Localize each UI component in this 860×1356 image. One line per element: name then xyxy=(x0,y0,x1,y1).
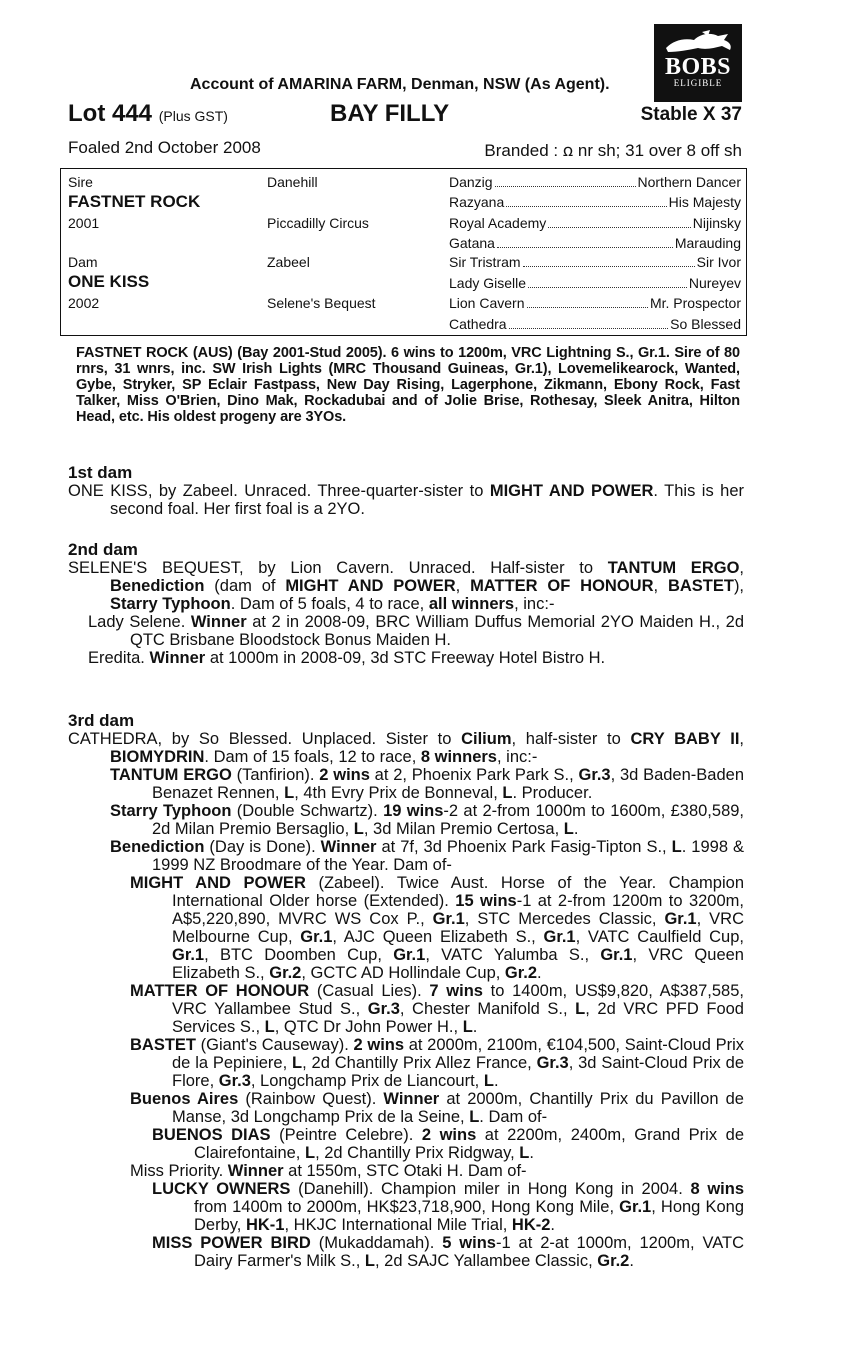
vendor-account: Account of AMARINA FARM, Denman, NSW (As Agent). xyxy=(190,76,610,93)
first-dam-section xyxy=(68,464,744,518)
pedigree-entry: Buenos Aires (Rainbow Quest). Winner at 2000m, Chantilly Prix du Pavillon de Manse, 3d Longchamp Prix de la Seine, L. Dam of- xyxy=(130,1090,744,1126)
pedigree-entry: MISS POWER BIRD (Mukaddamah). 5 wins-1 at 2-at 1000m, 1200m, VATC Dairy Farmer's Milk S., L, 2d SAJC Yallambee Classic, Gr.2. xyxy=(152,1234,744,1270)
dam-sire: Zabeel xyxy=(267,254,310,270)
pedigree-entry: MIGHT AND POWER (Zabeel). Twice Aust. Horse of the Year. Champion International Older horse (Extended). 15 wins-1 at 2-from 1200m to 3200m, A$5,220,890, MVRC WS Cox P., Gr.1, STC Mercedes Classic, Gr.1, VRC Melbourne Cup, Gr.1, AJC Queen Elizabeth S., Gr.1, VATC Caulfield Cup, Gr.1, BTC Doomben Cup, Gr.1, VATC Yalumba S., Gr.1, VRC Queen Elizabeth S., Gr.2, GCTC AD Hollindale Cup, Gr.2. xyxy=(130,874,744,982)
horse-description: BAY FILLY xyxy=(330,100,450,127)
dam-label: Dam xyxy=(68,254,98,270)
section-heading: 1st dam xyxy=(68,463,133,482)
ancestor-row: Gatana Marauding xyxy=(449,235,741,251)
ancestor-row: Razyana His Majesty xyxy=(449,194,741,210)
gst-note: (Plus GST) xyxy=(158,108,228,124)
dam-name: ONE KISS xyxy=(68,272,150,291)
stable-location: Stable X 37 xyxy=(640,104,742,125)
sire-dam: Piccadilly Circus xyxy=(267,215,369,231)
branded-label: Branded : xyxy=(484,141,559,160)
foaling-date: Foaled 2nd October 2008 xyxy=(68,138,261,157)
ancestor-row: Danzig Northern Dancer xyxy=(449,174,741,190)
pedigree-table xyxy=(60,168,747,336)
sire-sire: Danehill xyxy=(267,174,318,190)
pedigree-entry: Lady Selene. Winner at 2 in 2008-09, BRC William Duffus Memorial 2YO Maiden H., 2d QTC Brisbane Bloodstock Bonus Maiden H. xyxy=(88,613,744,649)
pedigree-entry: BUENOS DIAS (Peintre Celebre). 2 wins at 2200m, 2400m, Grand Prix de Clairefontaine, L, 2d Chantilly Prix Ridgway, L. xyxy=(152,1126,744,1162)
logo-text: BOBS xyxy=(664,54,732,80)
logo-subtext: ELIGIBLE xyxy=(673,78,723,88)
pedigree-entry: CATHEDRA, by So Blessed. Unplaced. Sister to Cilium, half-sister to CRY BABY II, BIOMYDRIN. Dam of 15 foals, 12 to race, 8 winners, inc:- xyxy=(68,730,744,766)
pedigree-entry: Starry Typhoon (Double Schwartz). 19 wins-2 at 2-from 1000m to 1600m, £380,589, 2d Milan Premio Bersaglio, L, 3d Milan Premio Certosa, L. xyxy=(110,802,745,838)
pedigree-entry: ONE KISS, by Zabeel. Unraced. Three-quarter-sister to MIGHT AND POWER. This is her second foal. Her first foal is a 2YO. xyxy=(68,482,745,518)
ancestor-row: Cathedra So Blessed xyxy=(449,316,741,332)
lot-label: Lot 444 xyxy=(68,100,153,127)
pedigree-entry: Miss Priority. Winner at 1550m, STC Otaki H. Dam of- xyxy=(130,1162,527,1180)
pedigree-entry: MATTER OF HONOUR (Casual Lies). 7 wins to 1400m, US$9,820, A$387,585, VRC Yallambee Stud S., Gr.3, Chester Manifold S., L, 2d VRC PFD Food Services S., L, QTC Dr John Power H., L. xyxy=(130,982,744,1036)
second-dam-section xyxy=(68,541,744,667)
dam-year: 2002 xyxy=(68,295,100,311)
dam-dam: Selene's Bequest xyxy=(267,295,376,311)
section-body xyxy=(68,730,744,1270)
sire-year: 2001 xyxy=(68,215,100,231)
pedigree-entry: TANTUM ERGO (Tanfirion). 2 wins at 2, Phoenix Park Park S., Gr.3, 3d Baden-Baden Benazet Rennen, L, 4th Evry Prix de Bonneval, L. Producer. xyxy=(110,766,744,802)
section-body xyxy=(68,559,744,667)
ancestor-row: Lady Giselle Nureyev xyxy=(449,275,741,291)
sire-name: FASTNET ROCK xyxy=(68,192,201,211)
horse-logo-icon xyxy=(654,28,742,56)
pedigree-entry: SELENE'S BEQUEST, by Lion Cavern. Unraced. Half-sister to TANTUM ERGO, Benediction (dam of MIGHT AND POWER, MATTER OF HONOUR, BASTET), Starry Typhoon. Dam of 5 foals, 4 to race, all winners, inc:- xyxy=(68,559,745,613)
sire-label: Sire xyxy=(68,174,93,190)
pedigree-entry: BASTET (Giant's Causeway). 2 wins at 2000m, 2100m, €104,500, Saint-Cloud Prix de la Pepiniere, L, 2d Chantilly Prix Allez France, Gr.3, 3d Saint-Cloud Prix de Flore, Gr.3, Longchamp Prix de Liancourt, L. xyxy=(130,1036,745,1090)
section-heading: 3rd dam xyxy=(68,711,135,730)
brand-info xyxy=(484,138,742,161)
ancestor-row: Sir Tristram Sir Ivor xyxy=(449,254,741,270)
sire-summary: FASTNET ROCK (AUS) (Bay 2001-Stud 2005). 6 wins to 1200m, VRC Lightning S., Gr.1. Sire of 80 rnrs, 31 wnrs, inc. SW Irish Lights (MRC Thousand Guineas, Gr.1), Lovemelikearock, Wanted, Gybe, Stryker, SP Eclair Fastpass, New Day Rising, Lagerphone, Zikmann, Ebony Rock, Fast Talker, Miss O'Brien, Dino Mak, Rockadubai and of Jolie Brise, Rothesay, Sleek Anitra, Hilton Head, etc. His oldest progeny are 3YOs. xyxy=(76,345,740,425)
ancestor-row: Lion Cavern Mr. Prospector xyxy=(449,295,741,311)
bobs-eligible-logo xyxy=(654,24,742,102)
pedigree-entry: LUCKY OWNERS (Danehill). Champion miler in Hong Kong in 2004. 8 wins from 1400m to 2000m, HK$23,718,900, Hong Kong Mile, Gr.1, Hong Kong Derby, HK-1, HKJC International Mile Trial, HK-2. xyxy=(152,1180,744,1234)
branded-detail: nr sh; 31 over 8 off sh xyxy=(577,141,742,160)
lot-number xyxy=(68,100,228,128)
third-dam-section xyxy=(68,712,744,1270)
brand-mark-icon: ꭥ xyxy=(562,141,574,160)
section-body xyxy=(68,482,744,518)
pedigree-entry: Eredita. Winner at 1000m in 2008-09, 3d STC Freeway Hotel Bistro H. xyxy=(88,649,606,667)
pedigree-entry: Benediction (Day is Done). Winner at 7f, 3d Phoenix Park Fasig-Tipton S., L. 1998 & 1999 NZ Broodmare of the Year. Dam of- xyxy=(110,838,744,874)
ancestor-row: Royal Academy Nijinsky xyxy=(449,215,741,231)
section-heading: 2nd dam xyxy=(68,540,138,559)
